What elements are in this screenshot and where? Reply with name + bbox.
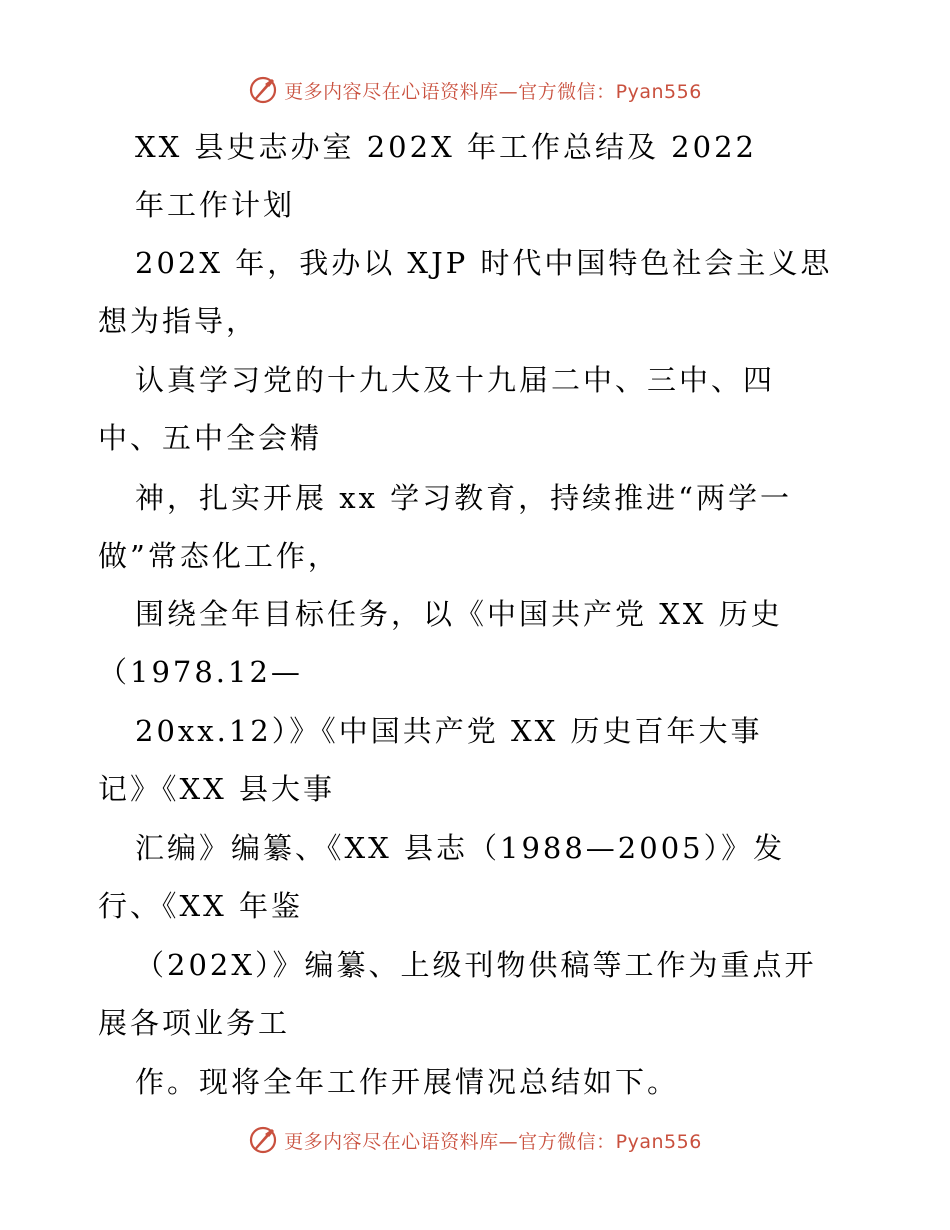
paragraph-line: 20xx.12）》《中国共产党 XX 历史百年大事: [135, 714, 763, 748]
title-line-1: XX 县史志办室 202X 年工作总结及 2022: [135, 130, 757, 164]
watermark-text: [284, 1127, 702, 1154]
paragraph-line: 作。现将全年工作开展情况总结如下。: [135, 1065, 680, 1099]
paragraph-line: 做”常态化工作，: [98, 539, 340, 573]
paragraph-line: 神，扎实开展 xx 学习教育，持续推进“两学一: [135, 481, 792, 515]
paragraph-line: 中、五中全会精: [98, 421, 323, 455]
watermark-main-text: 更多内容尽在心语资料库: [284, 80, 499, 103]
watermark-contact: 官方微信：Pyan556: [518, 80, 702, 103]
pen-nib-circle-icon: [248, 75, 278, 105]
watermark-footer: [0, 1122, 950, 1158]
watermark-main-text: 更多内容尽在心语资料库: [284, 1130, 499, 1153]
paragraph-line: 围绕全年目标任务，以《中国共产党 XX 历史: [135, 597, 783, 631]
watermark-text: [284, 77, 702, 104]
paragraph-line: 记》《XX 县大事: [98, 772, 336, 806]
paragraph-line: 想为指导，: [98, 304, 259, 338]
paragraph-line: （202X）》编纂、上级刊物供稿等工作为重点开: [135, 948, 817, 982]
pen-nib-circle-icon: [248, 1125, 278, 1155]
paragraph-line: 行、《XX 年鉴: [98, 889, 304, 923]
watermark-header: [0, 72, 950, 108]
watermark-dash: —: [498, 1130, 519, 1153]
paragraph-line: 认真学习党的十九大及十九届二中、三中、四: [135, 363, 776, 397]
paragraph-line: 202X 年，我办以 XJP 时代中国特色社会主义思: [135, 246, 833, 280]
watermark-contact: 官方微信：Pyan556: [518, 1130, 702, 1153]
paragraph-line: 展各项业务工: [98, 1006, 291, 1040]
paragraph-line: 汇编》编纂、《XX 县志（1988—2005）》发: [135, 831, 786, 865]
watermark-dash: —: [498, 80, 519, 103]
title-line-2: 年工作计划: [135, 188, 296, 222]
paragraph-line: （1978.12—: [98, 655, 303, 689]
